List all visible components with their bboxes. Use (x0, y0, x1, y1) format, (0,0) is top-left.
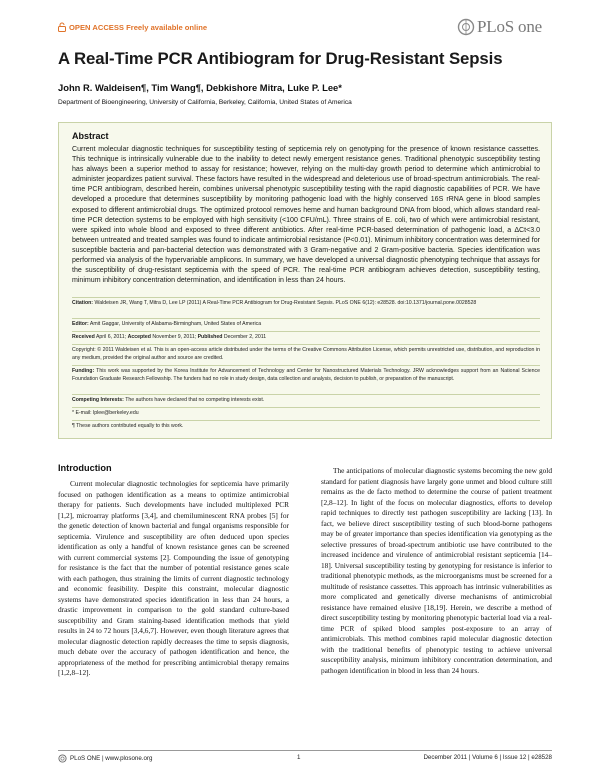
introduction-heading: Introduction (58, 463, 112, 473)
citation-label: Citation: (72, 300, 94, 306)
body-column-left (58, 463, 289, 679)
article-affiliation: Department of Bioengineering, University of California, Berkeley, California, United States of America (58, 99, 352, 106)
equal-contribution: ¶ These authors contributed equally to this work. (72, 423, 184, 429)
meta-divider (72, 420, 540, 421)
dates (72, 334, 540, 342)
footer-page-number: 1 (297, 754, 301, 761)
editor-label: Editor: (72, 321, 89, 327)
competing-text: The authors have declared that no competing interests exist. (125, 397, 265, 403)
funding (72, 368, 540, 383)
competing-interests (72, 397, 540, 405)
footer-journal (58, 754, 152, 763)
intro-paragraph-2: The anticipations of molecular diagnostic systems becoming the new gold standard for patient diagnosis have largely gone unmet and blood culture still remains as the de facto method to determine the course of patient treatment [2,8–12]. In light of the focus on molecular diagnostics, efforts to develop rapid techniques to directly test pathogen susceptibility are lacking [13]. In fact, we believe direct susceptibility testing of such blood-borne pathogens may be of greater importance than species identification via genotyping as the selective pressures of broad-spectrum antibiotic use have contributed to the increased incidence and virulence of antimicrobial resistant septicemia [14–18]. Universal susceptibility testing by genotyping for resistance is inferior to traditional phenotypic methods, as the microorganisms must be screened for a multitude of resistance cassettes. This approach has intrinsic vulnerabilities as more complicated and genetically diverse mechanisms of antimicrobial resistance have remained elusive [18,19]. Herein, we describe a method of direct susceptibility testing by monitoring phenotypic bacterial load via a real-time PCR of spiked blood samples post-exposure to an array of antimicrobials. This method combines rapid molecular diagnostic detection with the traditional benefits of phenotypic testing to achieve universal susceptibility analysis, minimum inhibitory concentration determination, and pathogen identification in blood in less than 24 hours. (321, 466, 552, 675)
journal-brand-text: PLoS one (477, 17, 542, 36)
footer-issue: December 2011 | Volume 6 | Issue 12 | e28528 (423, 754, 552, 761)
body-column-right (321, 466, 552, 676)
received-label: Received (72, 334, 95, 340)
abstract-text: Current molecular diagnostic techniques for susceptibility testing of septicemia rely on genotyping for the presence of known resistance cassettes. This technique is intrinsically vulnerable due to the inability to detect newly emergent resistance genes. Traditional phenotypic susceptibility testing has always been a superior method to assay for resistance; however, relying on the multi-day growth period to determine which antimicrobial to administer jeopardizes patient survival. These factors have resulted in the widespread and deleterious use of broad-spectrum antimicrobials. The real-time PCR antibiogram, described herein, combines universal phenotypic susceptibility testing with the rapid diagnostic capabilities of PCR. We have developed a procedure that determines susceptibility by monitoring pathogenic load with the highly conserved 16S rRNA gene in blood samples exposed to different antimicrobial drugs. The optimized protocol removes heme and human background DNA from blood, which allows standard real-time PCR detection systems to be employed with high sensitivity (<100 CFU/mL). Three strains of E. coli, two of which were antimicrobial resistant, were spiked into whole blood and exposed to three different antibiotics. After real-time PCR-based determination of pathogenic load, a ΔCt<3.0 between untreated and treated samples was found to indicate antimicrobial resistance (P<0.01). Minimum inhibitory concentration was determined for susceptible bacteria and pan-bacterial detection was demonstrated with 3 Gram-negative and 2 Gram-positive bacteria. Species identification was performed via analysis of the hypervariable amplicons. In summary, we have developed a universal diagnostic phenotyping technique that assays for the susceptibility of drug-resistant septicemia with the speed of PCR. The real-time PCR antibiogram achieves detection, susceptibility testing, minimum inhibitory concentration determination, and identification in less than 24 hours. (72, 146, 540, 285)
meta-divider (72, 394, 540, 395)
footer-divider (58, 750, 552, 751)
abstract-divider (72, 297, 540, 298)
meta-divider (72, 365, 540, 366)
accepted-label: Accepted (127, 334, 151, 340)
abstract-heading: Abstract (72, 131, 109, 141)
copyright: Copyright: © 2011 Waldeisen et al. This is an open-access article distributed under the terms of the Creative Commons Attribution License, which permits unrestricted use, distribution, and reproduction in any medium, provided the original author and source are credited. (72, 347, 540, 361)
meta-divider (72, 344, 540, 345)
meta-divider (72, 331, 540, 332)
intro-paragraph-1: Current molecular diagnostic technologies for septicemia have primarily focused on pathogen identification as a means to optimize antimicrobial therapy for patients. Such developments have included multiplexed PCR [1,2], microarray platforms [3,4], and chemiluminescent RNA probes [5] for the genetic detection of known bacterial and fungal organisms responsible for septicemia. Virulence and susceptibility are often deduced upon species identification as only a handful of known resistance genes can be screened with current commercial systems [2]. Compounding the issue of genotyping for resistance is the fact that the number of potential resistance genes scale with each pathogen, thus straining the limits of current diagnostic technology and economic feasibility. Despite this constraint, molecular diagnostic systems have demonstrated species identification in less than 24 hours, a drastic improvement in comparison to the gold standard culture-based susceptibility and Gram staining-based identification methods that yield results in 24 to 72 hours [3,4,6,7]. However, even though literature agrees that molecular diagnostic detection rapidly decreases the time to sepsis diagnosis, much debate over the accuracy of pathogen identification and hence, the appropriateness of the method for prescribing antimicrobial therapy remains [1,2,8–12]. (58, 479, 289, 677)
article-authors: John R. Waldeisen¶, Tim Wang¶, Debkishore Mitra, Luke P. Lee* (58, 82, 342, 93)
plos-logo-icon (457, 18, 475, 36)
meta-divider (72, 318, 540, 319)
open-access-label: OPEN ACCESS Freely available online (69, 22, 208, 32)
funding-text: This work was supported by the Korea Institute for Advancement of Technology and Center for Nanostructured Materials Technology. JRW acknowledges support from an National Science Foundation Graduate Research Fellowship. The funders had no role in study design, data collection and analysis, decision to publish, or preparation of the manuscript. (72, 368, 540, 382)
editor (72, 321, 540, 329)
received-date: April 6, 2011; (95, 334, 127, 340)
editor-text: Amit Gaggar, University of Alabama-Birmingham, United States of America (89, 321, 262, 327)
email: * E-mail: lplee@berkeley.edu (72, 410, 139, 416)
funding-label: Funding: (72, 368, 95, 374)
plos-small-logo-icon (58, 754, 67, 763)
open-access-lock-icon (58, 22, 66, 32)
citation (72, 300, 540, 308)
footer-journal-text: PLoS ONE | www.plosone.org (70, 755, 153, 762)
accepted-date: November 9, 2011; (152, 334, 197, 340)
open-access-banner (58, 22, 207, 32)
published-label: Published (197, 334, 223, 340)
article-title: A Real-Time PCR Antibiogram for Drug-Resistant Sepsis (58, 49, 503, 68)
competing-label: Competing Interests: (72, 397, 124, 403)
citation-text: Waldeisen JR, Wang T, Mitra D, Lee LP (2011) A Real-Time PCR Antibiogram for Drug-Resistant Sepsis. PLoS ONE 6(12): e28528. doi:10.1371/journal.pone.0028528 (94, 300, 477, 306)
published-date: December 2, 2011 (223, 334, 267, 340)
meta-divider (72, 407, 540, 408)
journal-brand (457, 17, 542, 37)
